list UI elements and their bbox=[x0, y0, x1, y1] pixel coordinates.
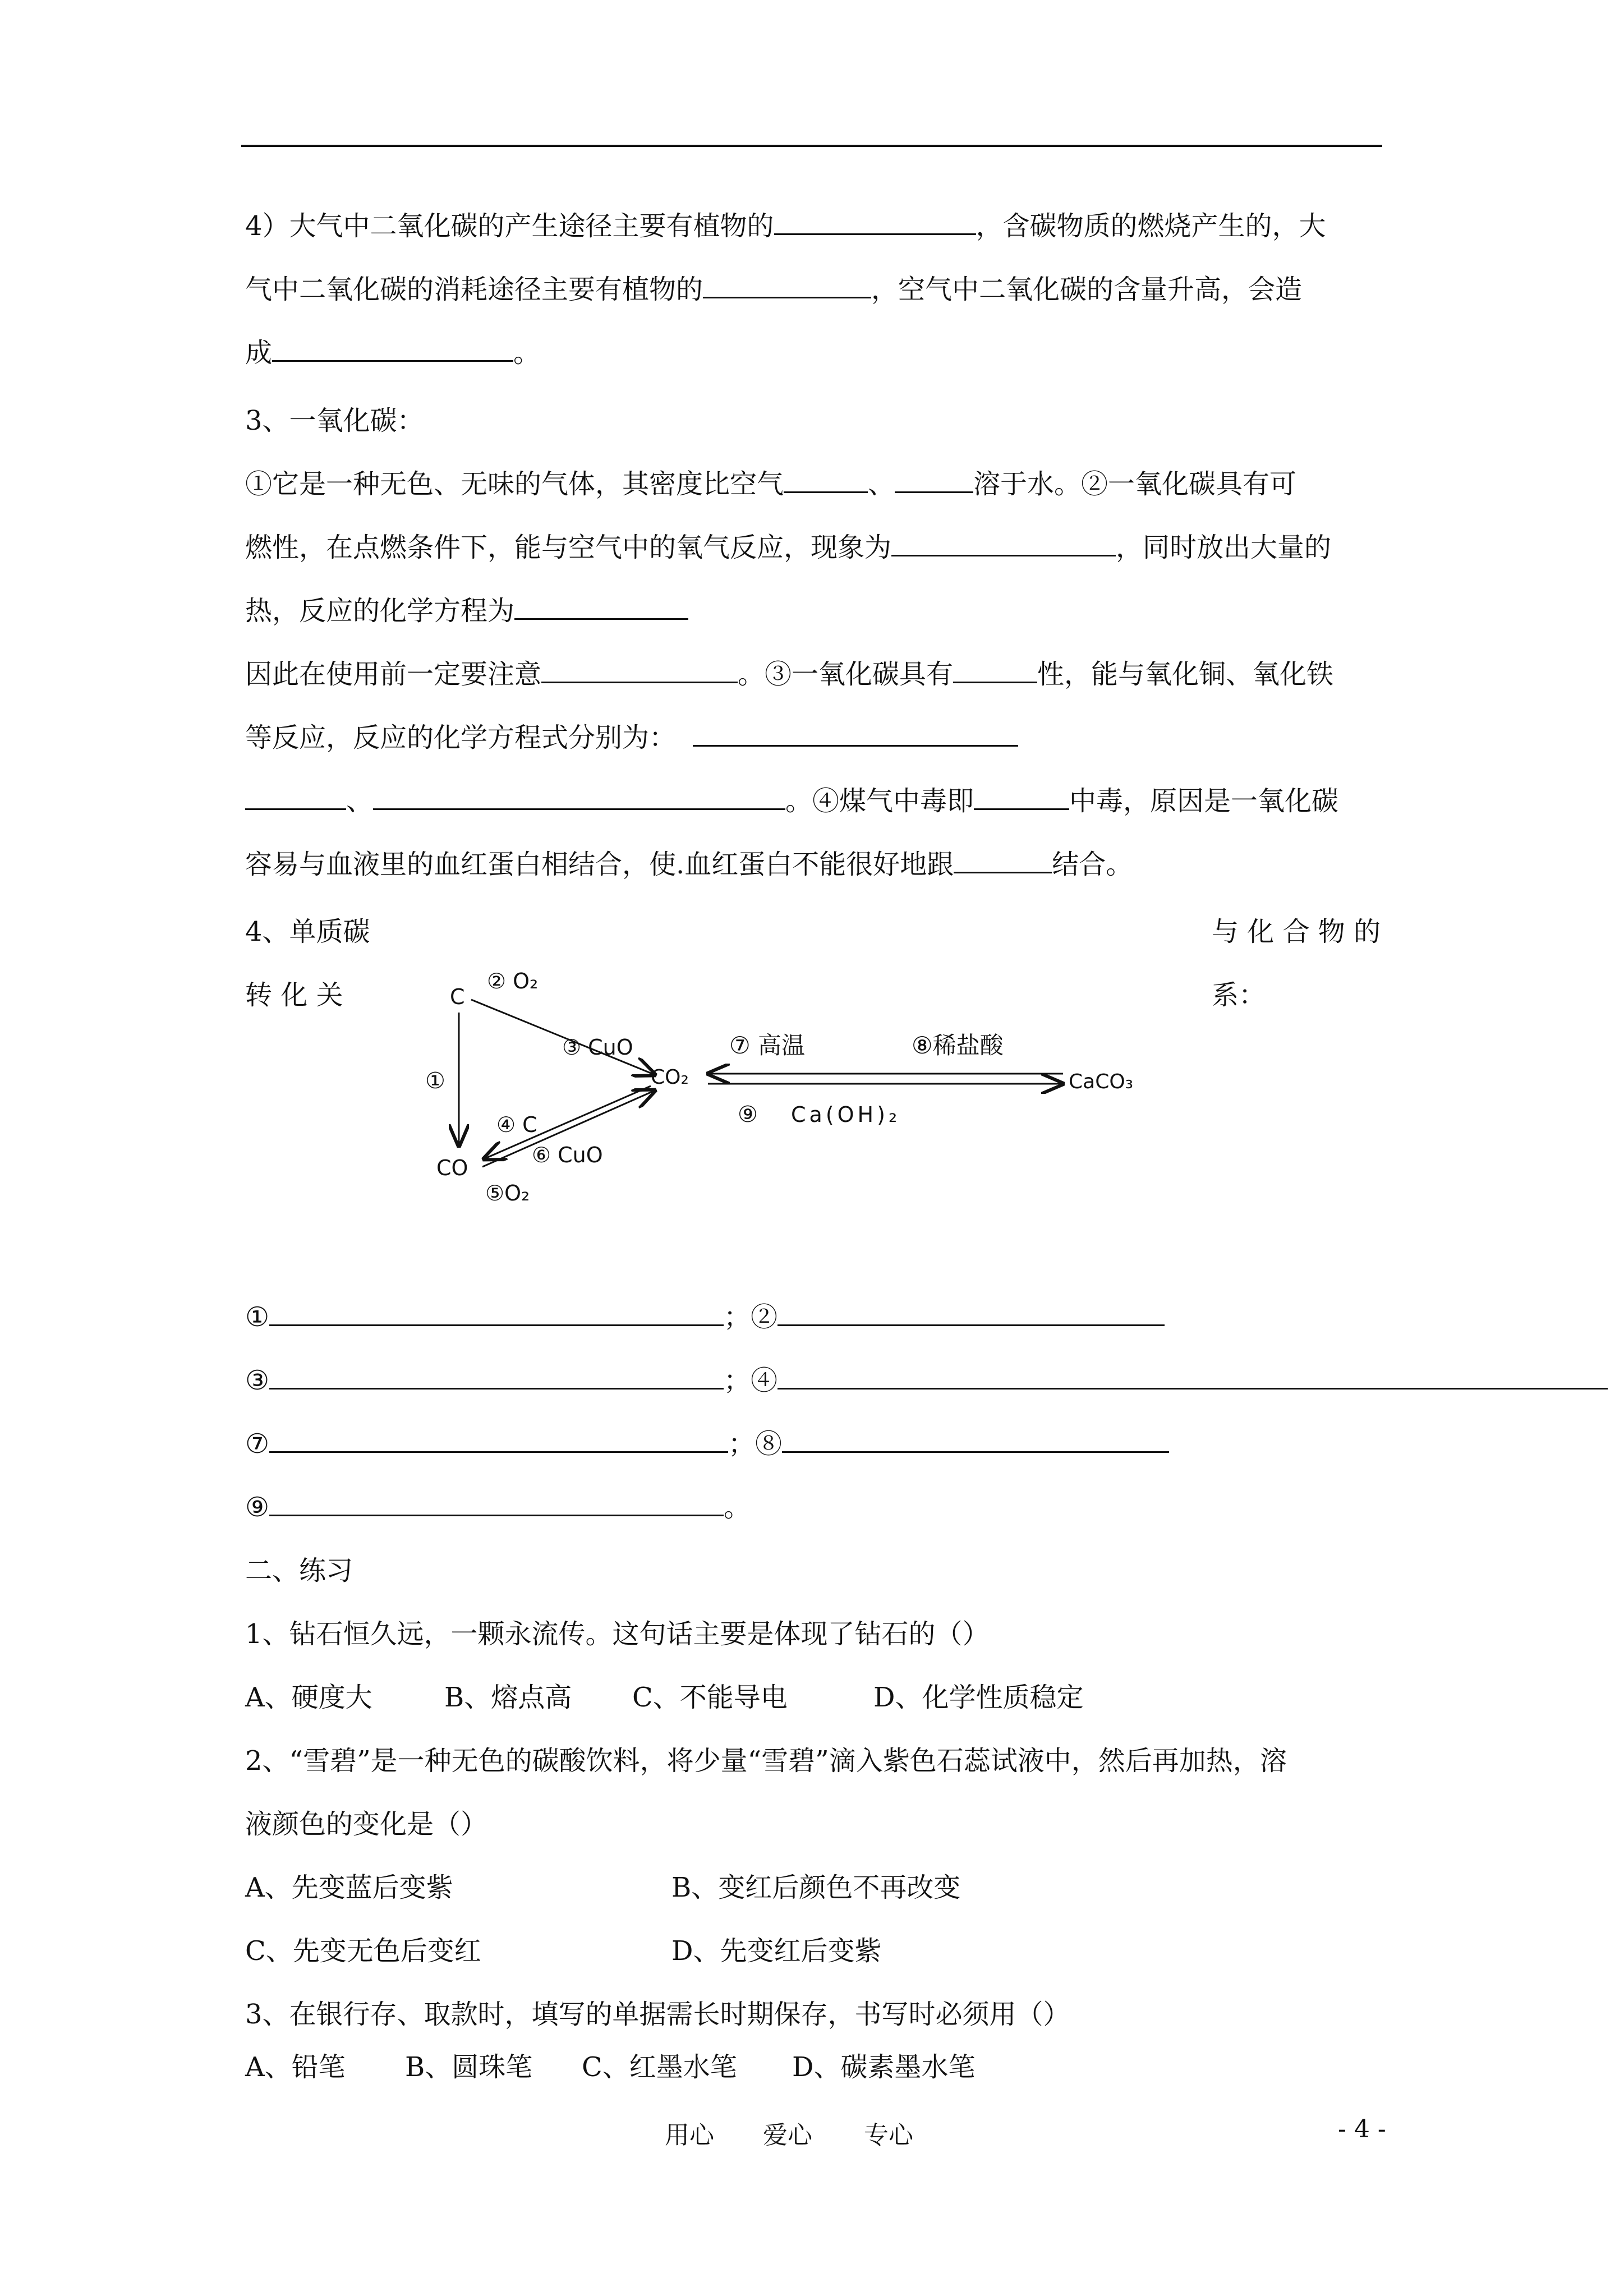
blank-field[interactable] bbox=[778, 1364, 1608, 1389]
node-co2: CO₂ bbox=[651, 1066, 689, 1089]
carbon-conversion-diagram bbox=[415, 954, 1200, 1217]
blank-field[interactable] bbox=[514, 595, 688, 620]
label-r5: ⑤O₂ bbox=[485, 1181, 530, 1205]
conversion-heading-right-1: 与 化 合 物 的 bbox=[1212, 916, 1381, 947]
label-r8: ⑧稀盐酸 bbox=[912, 1032, 1004, 1059]
co-line-1: ①它是一种无色、无味的气体，其密度比空气 、 溶于水。②一氧化碳具有可 bbox=[245, 468, 1297, 500]
label-r1: ① bbox=[425, 1068, 445, 1094]
node-c: C bbox=[450, 984, 465, 1009]
q4-line-3: 成 。 bbox=[245, 337, 541, 369]
label-r3: ③ CuO bbox=[562, 1035, 633, 1060]
blank-field[interactable] bbox=[784, 468, 868, 493]
question-3-options bbox=[245, 2050, 976, 2084]
blank-field[interactable] bbox=[541, 658, 738, 683]
footer-slogan-2: 爱心 bbox=[763, 2121, 812, 2150]
q4-line-1: 4）大气中二氧化碳的产生途径主要有植物的 ，含碳物质的燃烧产生的，大 bbox=[245, 210, 1326, 242]
option[interactable]: A、硬度大 bbox=[245, 1682, 372, 1713]
blank-field[interactable] bbox=[774, 210, 976, 235]
option[interactable]: D、碳素墨水笔 bbox=[792, 2051, 976, 2083]
option[interactable]: B、变红后颜色不再改变 bbox=[671, 1872, 961, 1903]
label-r9: ⑨ bbox=[738, 1102, 758, 1128]
co-heading: 3、一氧化碳： bbox=[245, 405, 424, 436]
option[interactable]: B、熔点高 bbox=[444, 1682, 572, 1713]
blank-field[interactable] bbox=[373, 785, 785, 810]
blank-field[interactable] bbox=[269, 1364, 724, 1389]
header-rule bbox=[241, 145, 1382, 147]
footer-slogan-3: 专心 bbox=[864, 2121, 913, 2150]
label-r9-reagent: Ca(OH)₂ bbox=[791, 1102, 901, 1127]
conversion-heading-left-2: 转 化 关 bbox=[245, 979, 343, 1011]
node-caco3: CaCO₃ bbox=[1069, 1070, 1134, 1093]
answer-line-3: ⑦ ；⑧ bbox=[245, 1427, 1169, 1461]
co-line-6: 、 。④煤气中毒即 中毒，原因是一氧化碳 bbox=[245, 784, 1338, 818]
q4-line-2: 气中二氧化碳的消耗途径主要有植物的 ，空气中二氧化碳的含量升高，会造 bbox=[245, 274, 1303, 305]
label-r2: ② O₂ bbox=[487, 969, 539, 993]
exercise-heading: 二、练习 bbox=[245, 1555, 353, 1586]
page-number: - 4 - bbox=[1338, 2115, 1386, 2143]
option[interactable]: B、圆珠笔 bbox=[405, 2051, 533, 2083]
blank-field[interactable] bbox=[782, 1428, 1169, 1453]
co-line-3: 热，反应的化学方程为 bbox=[245, 594, 688, 628]
option[interactable]: D、化学性质稳定 bbox=[873, 1682, 1084, 1713]
label-r4: ④ C bbox=[496, 1112, 537, 1137]
question-2-options-cd bbox=[245, 1934, 882, 1968]
blank-field[interactable] bbox=[953, 658, 1037, 683]
node-co: CO bbox=[436, 1156, 468, 1180]
answer-line-1: ① ；② bbox=[245, 1300, 1165, 1334]
blank-field[interactable] bbox=[269, 1301, 724, 1326]
option[interactable]: C、不能导电 bbox=[632, 1682, 788, 1713]
answer-line-4: ⑨ 。 bbox=[245, 1492, 751, 1523]
blank-field[interactable] bbox=[272, 337, 513, 362]
blank-field[interactable] bbox=[891, 531, 1116, 556]
footer-slogan-1: 用心 bbox=[665, 2121, 714, 2150]
question-1-options bbox=[245, 1681, 1084, 1714]
co-line-5: 等反应，反应的化学方程式分别为： bbox=[245, 721, 1018, 754]
co-line-7: 容易与血液里的血红蛋白相结合，使.血红蛋白不能很好地跟 结合。 bbox=[245, 849, 1133, 880]
option[interactable]: C、红墨水笔 bbox=[582, 2051, 737, 2083]
answer-line-2: ③ ；④ bbox=[245, 1364, 1608, 1397]
conversion-heading-left-1: 4、单质碳 bbox=[245, 916, 370, 947]
label-r7: ⑦ 高温 bbox=[729, 1032, 806, 1059]
question-3: 3、在银行存、取款时，填写的单据需长时期保存，书写时必须用（） bbox=[245, 1999, 1070, 2030]
option[interactable]: D、先变红后变紫 bbox=[671, 1935, 882, 1967]
blank-field[interactable] bbox=[954, 848, 1052, 873]
blank-field[interactable] bbox=[269, 1428, 728, 1453]
co-line-4: 因此在使用前一定要注意 。③一氧化碳具有 性，能与氧化铜、氧化铁 bbox=[245, 659, 1334, 690]
conversion-heading-right-2: 系： bbox=[1212, 979, 1266, 1011]
question-2-line-1: 2、“雪碧”是一种无色的碳酸饮料，将少量“雪碧”滴入紫色石蕊试液中，然后再加热，溶 bbox=[245, 1745, 1287, 1777]
blank-field[interactable] bbox=[703, 273, 871, 298]
question-2-options-ab bbox=[245, 1871, 961, 1904]
blank-field[interactable] bbox=[974, 785, 1069, 810]
option[interactable]: A、先变蓝后变紫 bbox=[245, 1872, 453, 1903]
co-line-2: 燃性，在点燃条件下，能与空气中的氧气反应，现象为 ，同时放出大量的 bbox=[245, 532, 1332, 563]
question-1: 1、钻石恒久远，一颗永流传。这句话主要是体现了钻石的（） bbox=[245, 1618, 990, 1650]
blank-field[interactable] bbox=[245, 785, 346, 810]
blank-field[interactable] bbox=[693, 721, 1018, 747]
option[interactable]: A、铅笔 bbox=[245, 2051, 346, 2083]
blank-field[interactable] bbox=[778, 1301, 1165, 1326]
question-2-line-2: 液颜色的变化是（） bbox=[245, 1809, 488, 1840]
blank-field[interactable] bbox=[269, 1491, 724, 1516]
label-r6: ⑥ CuO bbox=[532, 1143, 603, 1167]
option[interactable]: C、先变无色后变红 bbox=[245, 1935, 481, 1967]
blank-field[interactable] bbox=[895, 468, 973, 493]
